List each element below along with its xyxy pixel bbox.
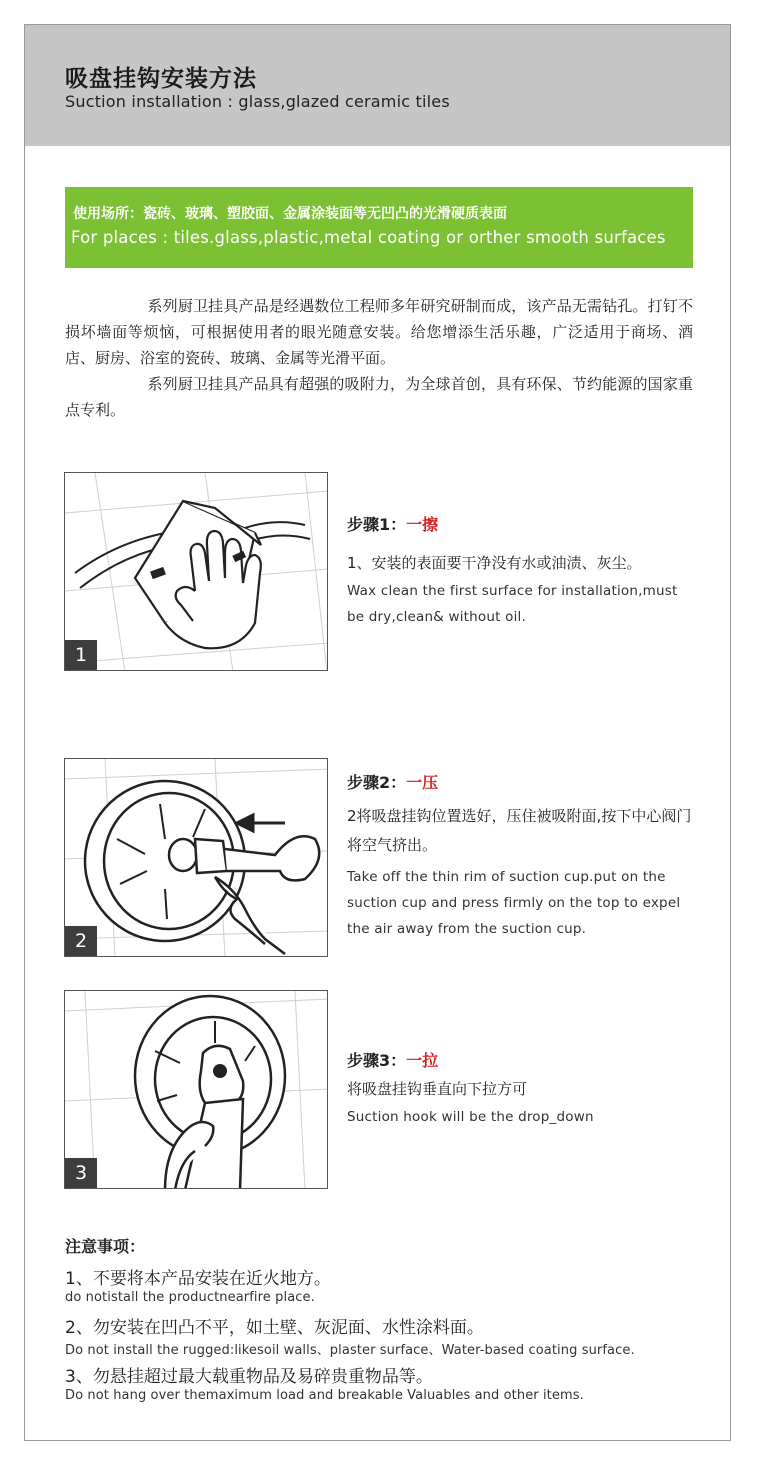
step-2-title: [347, 770, 438, 793]
step-2-cn: 2将吸盘挂钩位置选好，压住被吸附面,按下中心阀门将空气挤出。: [347, 807, 692, 854]
step-1-title: [347, 512, 438, 535]
note-3-cn: 3、勿悬挂超过最大载重物品及易碎贵重物品等。: [65, 1367, 433, 1387]
note-1-cn: 1、不要将本产品安装在近火地方。: [65, 1269, 331, 1289]
note-3-en: Do not hang over themaximum load and breakable Valuables and other items.: [65, 1388, 584, 1403]
step-1-title-action: 一擦: [406, 515, 439, 534]
places-cn: 使用场所：瓷砖、玻璃、塑胶面、金属涂装面等无凹凸的光滑硬质表面: [73, 206, 507, 222]
pull-illustration: [65, 991, 328, 1189]
places-banner: [65, 187, 693, 268]
step-3-en: Suction hook will be the drop_down: [347, 1109, 594, 1125]
step-1-en: Wax clean the first surface for installation,must be dry,clean& without oil.: [347, 583, 678, 625]
step-1-number: 1: [65, 640, 97, 670]
wipe-illustration: [65, 473, 328, 671]
page-title: 吸盘挂钩安装方法: [65, 66, 257, 92]
press-illustration: [65, 759, 328, 957]
step-3-title-prefix: 步骤3：: [347, 1051, 407, 1070]
step-2-title-action: 一压: [406, 773, 439, 792]
places-en: For places : tiles.glass,plastic,metal coating or orther smooth surfaces: [71, 228, 666, 247]
page-subtitle: Suction installation : glass,glazed ceramic tiles: [65, 92, 450, 111]
intro-paragraph-2: 系列厨卫挂具产品具有超强的吸附力，为全球首创，具有环保、节约能源的国家重点专利。: [65, 375, 693, 419]
note-1-en: do notistall the productnearfire place.: [65, 1290, 315, 1305]
note-2-en: Do not install the rugged:likesoil walls、plaster surface、Water-based coating surface.: [65, 1343, 635, 1358]
step-1-title-prefix: 步骤1：: [347, 515, 407, 534]
note-2-cn: 2、勿安装在凹凸不平，如土壁、灰泥面、水性涂料面。: [65, 1318, 484, 1338]
step-3-number: 3: [65, 1158, 97, 1188]
step-1-illustration: [64, 472, 328, 671]
step-2-number: 2: [65, 926, 97, 956]
notes-title: 注意事项：: [65, 1237, 146, 1256]
step-3-cn: 将吸盘挂钩垂直向下拉方可: [347, 1080, 528, 1098]
step-2-en: Take off the thin rim of suction cup.put on the suction cup and press firmly on the top to expel the air away from the suction cup.: [347, 869, 681, 937]
step-3-title-action: 一拉: [406, 1051, 439, 1070]
step-1-cn: 1、安装的表面要干净没有水或油渍、灰尘。: [347, 554, 642, 572]
step-2-title-prefix: 步骤2：: [347, 773, 407, 792]
step-3-title: [347, 1048, 438, 1071]
intro-paragraph-1: 系列厨卫挂具产品是经遇数位工程师多年研究研制而成，该产品无需钻孔。打钉不损坏墙面等烦恼，可根据使用者的眼光随意安装。给您增添生活乐趣，广泛适用于商场、酒店、厨房、浴室的瓷砖、玻璃、金属等光滑平面。: [65, 297, 693, 367]
step-3-illustration: [64, 990, 328, 1189]
intro-text: [65, 293, 693, 423]
step-2-illustration: [64, 758, 328, 957]
